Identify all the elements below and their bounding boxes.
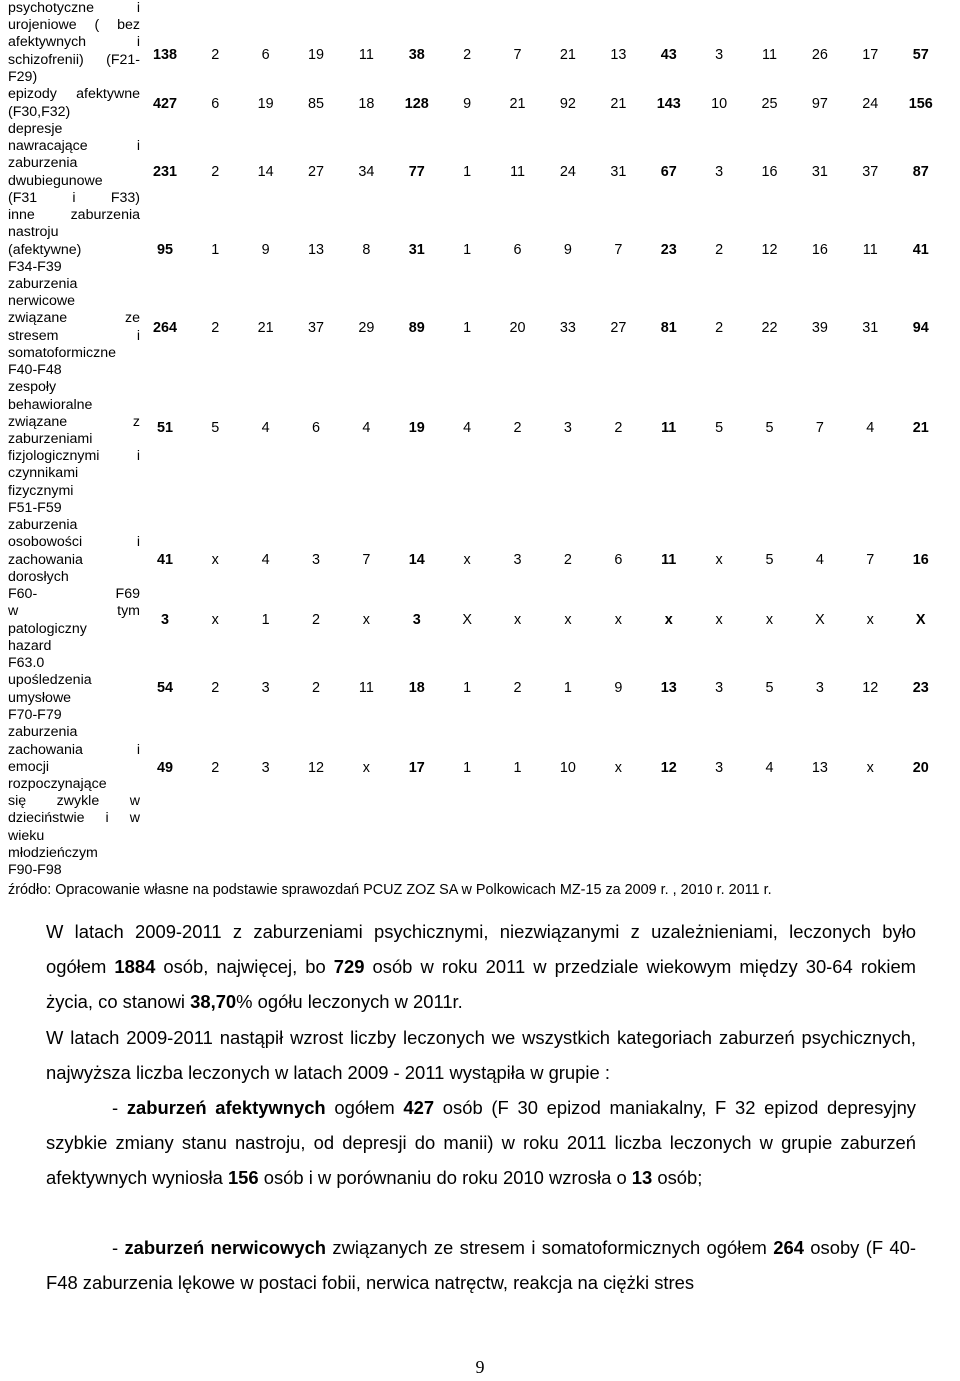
row-label-line: psychotyczne i (8, 0, 140, 16)
table-cell: 97 (811, 95, 828, 112)
table-cell: 3 (311, 552, 320, 569)
row-label-line: F51-F59 (8, 499, 62, 516)
table-cell: 14 (408, 552, 425, 569)
item1-increase: 13 (631, 1167, 653, 1188)
table-cell: 11 (510, 164, 526, 181)
table-cell: x (765, 611, 774, 628)
table-cell: x (866, 611, 874, 628)
item1-text-c: osób (F 30 epizod maniakalny, F 32 epizod depresyjny szybkie zmiany stanu nastroju, od depresji do manii) w roku 2011 liczba leczonych w grupie zaburzeń afektywnych wyniosła (46, 1097, 916, 1188)
table-cell: 3 (715, 759, 724, 776)
row-label-line: urojeniowe ( bez (8, 17, 140, 34)
table-cell: x (614, 611, 622, 628)
table-cell: 2 (311, 611, 320, 628)
table-cell: 264 (152, 319, 177, 336)
table-cell: 18 (408, 680, 425, 697)
table-cell: 2 (715, 241, 724, 258)
table-cell: x (362, 759, 370, 776)
table-cell: 4 (261, 420, 270, 437)
row-label-line: związane ze (8, 310, 140, 327)
list-item-affective (46, 1090, 916, 1195)
item1-2011: 156 (227, 1167, 259, 1188)
table-cell: 26 (811, 47, 828, 63)
table-cell: 11 (358, 680, 374, 697)
table-cell: 128 (404, 95, 429, 112)
table-cell: 18 (358, 95, 375, 112)
table-cell: 2 (211, 164, 220, 181)
table-cell: 7 (614, 241, 623, 258)
table-cell: 7 (513, 47, 522, 63)
row-label-line: patologiczny (8, 620, 87, 637)
table-cell: 13 (307, 241, 324, 258)
row-label-line: upośledzenia (8, 672, 92, 689)
item1-text-g: osób; (652, 1167, 703, 1188)
table-cell: 1 (463, 241, 472, 258)
table-cell: 17 (408, 759, 425, 776)
row-label (8, 121, 140, 207)
row-label (8, 207, 140, 276)
data-table (8, 0, 946, 879)
table-cell: 17 (862, 47, 879, 63)
table-cell: x (715, 611, 723, 628)
table-cell: 7 (866, 552, 875, 569)
row-label (8, 0, 140, 86)
table-cell: 3 (261, 680, 270, 697)
table-cell: 2 (211, 759, 220, 776)
row-label-line: umysłowe (8, 689, 72, 706)
table-cell: 11 (762, 47, 777, 63)
table-cell: 1 (563, 680, 572, 697)
row-label-line: F60- F69 (8, 586, 140, 603)
table-cell: 23 (660, 241, 677, 258)
table-row (8, 379, 946, 517)
table-cell: 1 (211, 241, 220, 258)
item1-dash: - (112, 1097, 127, 1118)
row-label-line: zaburzeniami (8, 431, 93, 448)
table-cell: 2 (211, 319, 220, 336)
table-cell: 6 (261, 47, 270, 63)
table-cell: 31 (862, 319, 879, 336)
table-cell: 49 (156, 759, 173, 776)
table-cell: 14 (257, 164, 274, 181)
table-cell: x (211, 611, 219, 628)
item2-text-a: związanych ze stresem i somatoformicznych ogółem (326, 1237, 774, 1258)
row-label-line: somatoformiczne (8, 344, 117, 361)
row-label (8, 672, 140, 724)
table-cell: 21 (257, 319, 274, 336)
p1-text-a: W latach 2009-2011 z zaburzeniami psychicznymi, niezwiązanymi z uzależnieniami, leczonych było ogółem (46, 921, 916, 977)
table-cell: 21 (559, 47, 576, 63)
table-cell: 1 (463, 164, 472, 181)
table-cell: 43 (660, 47, 677, 63)
table-cell: 1 (463, 680, 472, 697)
row-label-line: zachowania i (8, 741, 140, 758)
table-cell: 22 (761, 319, 778, 336)
table-cell: x (614, 759, 622, 776)
table-cell: 5 (715, 420, 724, 437)
row-label-line: zespoły (8, 379, 57, 396)
table-cell: 41 (156, 552, 173, 569)
row-label-line: wieku (8, 827, 45, 844)
row-label-line: afektywnych i (8, 34, 140, 51)
table-cell: X (462, 611, 472, 628)
item2-dash: - (112, 1237, 125, 1258)
row-label-line: (F30,F32) (8, 103, 71, 120)
table-cell: 54 (156, 680, 173, 697)
table-cell: 3 (412, 611, 421, 628)
table-cell: 3 (563, 420, 572, 437)
row-label (8, 379, 140, 517)
table-cell: 5 (765, 420, 774, 437)
table-cell: x (664, 611, 673, 628)
table-cell: 2 (211, 47, 220, 63)
table-cell: 25 (761, 95, 778, 112)
table-cell: 13 (811, 759, 828, 776)
item1-heading: zaburzeń afektywnych (126, 1097, 326, 1118)
table-cell: 3 (815, 680, 824, 697)
table-cell: 4 (866, 420, 875, 437)
table-cell: 27 (610, 319, 627, 336)
row-label-line: F29) (8, 68, 38, 85)
table-cell: 9 (463, 95, 472, 112)
row-label-line: osobowości i (8, 534, 140, 551)
table-cell: 2 (463, 47, 472, 63)
row-label-line: (afektywne) (8, 241, 82, 258)
table-cell: 24 (862, 95, 879, 112)
table-cell: 34 (358, 164, 375, 181)
table-cell: 12 (761, 241, 778, 258)
table-cell: 4 (261, 552, 270, 569)
row-label (8, 276, 140, 379)
row-label-line: behawioralne (8, 396, 93, 413)
row-label-line: F63.0 (8, 654, 45, 671)
table-cell: 2 (311, 680, 320, 697)
row-label-line: zaburzenia (8, 724, 78, 741)
table-cell: 6 (211, 95, 220, 112)
table-cell: 427 (152, 95, 177, 112)
table-cell: 231 (152, 164, 177, 181)
paragraph-summary (46, 914, 916, 1019)
table-cell: 21 (509, 95, 526, 112)
table-cell: x (362, 611, 370, 628)
table-cell: 2 (513, 420, 522, 437)
table-cell: 2 (715, 319, 724, 336)
table-cell: 12 (862, 680, 879, 697)
table-cell: 6 (614, 552, 623, 569)
table-cell: 11 (862, 241, 878, 258)
table-cell: 2 (563, 552, 572, 569)
table-cell: 9 (614, 680, 623, 697)
table-cell: 20 (509, 319, 526, 336)
table-cell: 3 (160, 611, 169, 628)
row-label-line: w tym (8, 603, 140, 620)
table-cell: 29 (358, 319, 375, 336)
row-label-line: fizycznymi (8, 482, 74, 499)
row-label-line: zaburzenia (8, 155, 78, 172)
table-cell: 31 (811, 164, 828, 181)
table-cell: 89 (408, 319, 425, 336)
row-label-line: depresje (8, 121, 63, 138)
item2-total: 264 (773, 1237, 804, 1258)
table-cell: 41 (912, 241, 929, 258)
table-cell: 5 (765, 552, 774, 569)
table-cell: 37 (862, 164, 879, 181)
table-cell: 16 (811, 241, 828, 258)
table-cell: 33 (559, 319, 576, 336)
table-cell: 7 (815, 420, 824, 437)
table-cell: 81 (660, 319, 677, 336)
p1-text-c: osób, najwięcej, bo (155, 956, 334, 977)
row-label-line: młodzieńczym (8, 844, 98, 861)
table-cell: 94 (912, 319, 929, 336)
table-cell: 19 (408, 420, 425, 437)
table-cell: 31 (408, 241, 425, 258)
table-cell: X (915, 611, 926, 628)
table-cell: 3 (715, 164, 724, 181)
table-cell: 4 (362, 420, 371, 437)
table-cell: 85 (307, 95, 324, 112)
table-cell: 19 (307, 47, 324, 63)
row-label-line: dwubiegunowe (8, 172, 103, 189)
row-label-line: hazard (8, 637, 52, 654)
row-label-line: fizjologicznymi i (8, 448, 140, 465)
item1-text-e: osób i w porównaniu do roku 2010 wzrosła o (258, 1167, 632, 1188)
source-note: źródło: Opracowanie własne na podstawie sprawozdań PCUZ ZOZ SA w Polkowicach MZ-15 za 2009 r. , 2010 r. 2011 r. (8, 882, 772, 898)
p1-text-g: % ogółu leczonych w 2011r. (236, 991, 463, 1012)
table-row (8, 724, 946, 879)
row-label-line: (F31 i F33) (8, 189, 140, 206)
table-cell: 156 (908, 95, 933, 112)
table-cell: 3 (715, 47, 724, 63)
table-cell: 4 (463, 420, 472, 437)
row-label-line: nawracające i (8, 138, 140, 155)
table-cell: 3 (261, 759, 270, 776)
table-cell: 2 (513, 680, 522, 697)
p1-text-e: osób w roku 2011 w przedziale wiekowym między 30-64 rokiem życia, co stanowi (46, 956, 916, 1012)
row-label-line: F34-F39 (8, 258, 62, 275)
table-cell: 3 (513, 552, 522, 569)
row-label (8, 517, 140, 603)
table-cell: 5 (765, 680, 774, 697)
table-cell: x (463, 552, 471, 569)
table-cell: 77 (408, 164, 425, 181)
table-cell: 8 (362, 241, 371, 258)
row-label-line: zachowania (8, 551, 83, 568)
table-cell: 5 (211, 420, 220, 437)
table-cell: 12 (660, 759, 677, 776)
table-cell: 12 (307, 759, 324, 776)
table-cell: 4 (815, 552, 824, 569)
row-label-line: F70-F79 (8, 706, 62, 723)
table-cell: 7 (362, 552, 371, 569)
table-body (8, 0, 946, 879)
table-cell: 24 (559, 164, 576, 181)
row-label-line: schizofrenii) (F21- (8, 51, 140, 68)
item1-text-a: ogółem (325, 1097, 404, 1118)
table-cell: 1 (513, 759, 522, 776)
table-cell: 20 (912, 759, 929, 776)
table-cell: x (866, 759, 874, 776)
table-cell: 31 (610, 164, 627, 181)
table-cell: 11 (661, 552, 677, 569)
row-label-line: dzieciństwie i w (8, 810, 140, 827)
table-cell: 57 (912, 47, 929, 63)
list-item-neurotic (46, 1230, 916, 1300)
table-cell: 39 (811, 319, 828, 336)
row-label-line: epizody afektywne (8, 86, 140, 103)
table-row (8, 121, 946, 207)
row-label-line: nerwicowe (8, 293, 76, 310)
table-cell: X (815, 611, 825, 628)
row-label-line: zaburzenia (8, 276, 78, 293)
table-cell: 38 (408, 47, 425, 63)
table-cell: 27 (307, 164, 324, 181)
row-label-line: zaburzenia (8, 517, 78, 534)
row-label-line: emocji (8, 758, 49, 775)
row-label-line: F40-F48 (8, 362, 62, 379)
row-label-line: rozpoczynające (8, 775, 107, 792)
row-label (8, 603, 140, 672)
row-label-line: związane z (8, 413, 140, 430)
table-row (8, 207, 946, 276)
table-cell: 11 (358, 47, 374, 63)
table-cell: 87 (912, 164, 929, 181)
table-cell: 95 (156, 241, 173, 258)
table-cell: 19 (257, 95, 274, 112)
table-cell: 138 (152, 47, 177, 63)
row-label-line: stresem i (8, 327, 140, 344)
item2-heading: zaburzeń nerwicowych (124, 1237, 327, 1258)
row-label-line: inne zaburzenia (8, 207, 140, 224)
table-cell: 6 (311, 420, 320, 437)
item1-total: 427 (403, 1097, 435, 1118)
table-cell: 16 (761, 164, 778, 181)
table-cell: 67 (660, 164, 677, 181)
table-cell: 9 (563, 241, 572, 258)
table-cell: 10 (711, 95, 728, 112)
row-label (8, 724, 140, 879)
table-cell: 21 (912, 420, 929, 437)
table-cell: 16 (912, 552, 929, 569)
p1-percent: 38,70 (190, 991, 237, 1012)
page-number: 9 (475, 1357, 485, 1377)
table-cell: 9 (261, 241, 270, 258)
table-row (8, 0, 946, 86)
paragraph-growth: W latach 2009-2011 nastąpił wzrost liczby leczonych we wszystkich kategoriach zaburzeń psychicznych, najwyższa liczba leczonych w latach 2009 - 2011 wystąpiła w grupie : (46, 1027, 916, 1083)
table-cell: 1 (261, 611, 270, 628)
table-cell: x (715, 552, 723, 569)
p1-max: 729 (333, 956, 365, 977)
row-label-line: czynnikami (8, 465, 79, 482)
table-cell: 6 (513, 241, 522, 258)
table-cell: 23 (912, 680, 929, 697)
table-cell: 4 (765, 759, 774, 776)
row-label (8, 86, 140, 121)
row-label-line: dorosłych (8, 568, 69, 585)
table-cell: 13 (660, 680, 677, 697)
table-cell: 13 (610, 47, 627, 63)
table-cell: 51 (156, 420, 173, 437)
table-cell: x (513, 611, 522, 628)
table-cell: 2 (211, 680, 220, 697)
table-cell: 2 (614, 420, 623, 437)
row-label-line: się zwykle w (8, 793, 140, 810)
table-cell: 1 (463, 759, 472, 776)
table-cell: 143 (656, 95, 681, 112)
table-cell: 10 (559, 759, 576, 776)
table-cell: 11 (661, 420, 677, 437)
table-cell: x (564, 611, 572, 628)
item2-text-c: osoby (F 40-F48 zaburzenia lękowe w postaci fobii, nerwica natręctw, reakcja na ciężki stres (46, 1237, 917, 1293)
table-cell: 92 (559, 95, 576, 112)
table-cell: x (211, 552, 219, 569)
row-label-line: F90-F98 (8, 861, 62, 878)
table-cell: 1 (463, 319, 472, 336)
row-label-line: nastroju (8, 224, 59, 241)
table-cell: 37 (307, 319, 324, 336)
table-cell: 21 (610, 95, 627, 112)
table-cell: 3 (715, 680, 724, 697)
p1-total: 1884 (114, 956, 156, 977)
